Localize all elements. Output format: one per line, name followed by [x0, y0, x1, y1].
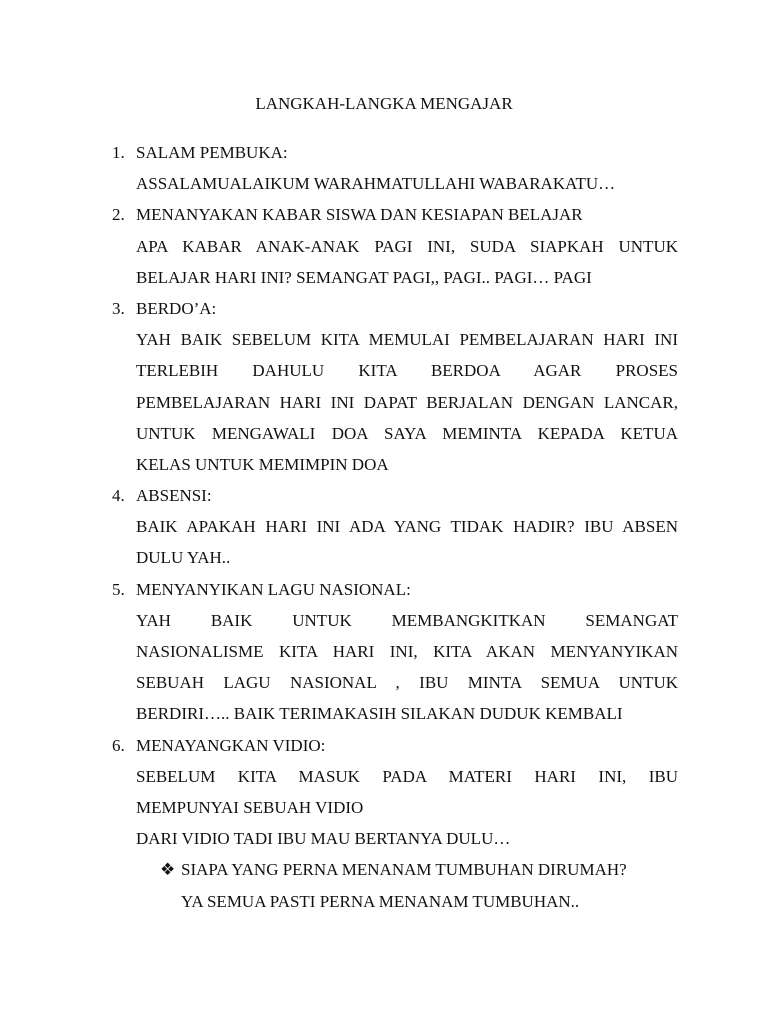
step-text-line: BERDIRI….. BAIK TERIMAKASIH SILAKAN DUDUK KEMBALI: [136, 704, 623, 724]
step-body: [136, 293, 678, 480]
step-text-line: DARI VIDIO TADI IBU MAU BERTANYA DULU…: [136, 829, 511, 849]
step-text-line: KELAS UNTUK MEMIMPIN DOA: [136, 454, 389, 474]
step-item: [112, 293, 678, 480]
step-text-line: SEBELUM KITA MASUK PADA MATERI HARI INI, IBU: [136, 766, 678, 786]
step-text-line: DULU YAH..: [136, 548, 231, 568]
step-heading: BERDO’A:: [136, 298, 217, 318]
step-item: [112, 137, 678, 199]
bullet-line: [160, 854, 678, 885]
step-number: 3.: [112, 298, 125, 318]
step-item: [112, 199, 678, 293]
step-number: 4.: [112, 486, 125, 506]
step-body: [136, 480, 678, 574]
step-number: 1.: [112, 143, 125, 162]
step-body: [136, 199, 678, 293]
step-text-line: TERLEBIH DAHULU KITA BERDOA AGAR PROSES: [136, 361, 678, 381]
step-text-line: ASSALAMUALAIKUM WARAHMATULLAHI WABARAKATU…: [136, 174, 616, 194]
step-heading: MENANYAKAN KABAR SISWA DAN KESIAPAN BELAJAR: [136, 205, 583, 225]
step-heading: MENYANYIKAN LAGU NASIONAL:: [136, 579, 411, 599]
question-bullet: [136, 854, 678, 916]
step-heading: ABSENSI:: [136, 486, 212, 506]
step-text-line: APA KABAR ANAK-ANAK PAGI INI, SUDA SIAPKAH UNTUK: [136, 236, 678, 256]
step-item: [112, 480, 678, 574]
diamond-bullet-icon: ❖: [160, 860, 176, 880]
bullet-question-text: SIAPA YANG PERNA MENANAM TUMBUHAN DIRUMAH?: [181, 860, 627, 880]
step-text-line: PEMBELAJARAN HARI INI DAPAT BERJALAN DENGAN LANCAR,: [136, 392, 678, 412]
step-body: [136, 137, 678, 199]
bullet-answer-text: YA SEMUA PASTI PERNA MENANAM TUMBUHAN..: [181, 891, 580, 911]
step-heading: MENAYANGKAN VIDIO:: [136, 735, 326, 755]
step-text-line: YAH BAIK SEBELUM KITA MEMULAI PEMBELAJARAN HARI INI: [136, 330, 678, 350]
step-number: 6.: [112, 735, 125, 755]
step-text-line: MEMPUNYAI SEBUAH VIDIO: [136, 797, 364, 817]
step-heading: SALAM PEMBUKA:: [136, 143, 288, 162]
page-title: LANGKAH-LANGKA MENGAJAR: [255, 94, 513, 113]
step-text-line: BELAJAR HARI INI? SEMANGAT PAGI,, PAGI.. PAGI… PAGI: [136, 267, 592, 287]
step-number: 5.: [112, 579, 125, 599]
step-text-line: NASIONALISME KITA HARI INI, KITA AKAN MENYANYIKAN: [136, 642, 678, 661]
step-item: [112, 574, 678, 730]
steps-list: [112, 137, 678, 917]
step-text-line: UNTUK MENGAWALI DOA SAYA MEMINTA KEPADA KETUA: [136, 423, 678, 443]
step-text-line: YAH BAIK UNTUK MEMBANGKITKAN SEMANGAT: [136, 610, 678, 630]
step-body: [136, 574, 678, 730]
step-text-line: SEBUAH LAGU NASIONAL , IBU MINTA SEMUA UNTUK: [136, 673, 678, 693]
step-body: [136, 730, 678, 917]
step-number: 2.: [112, 205, 125, 225]
step-item: [112, 730, 678, 917]
step-text-line: BAIK APAKAH HARI INI ADA YANG TIDAK HADIR? IBU ABSEN: [136, 517, 678, 537]
